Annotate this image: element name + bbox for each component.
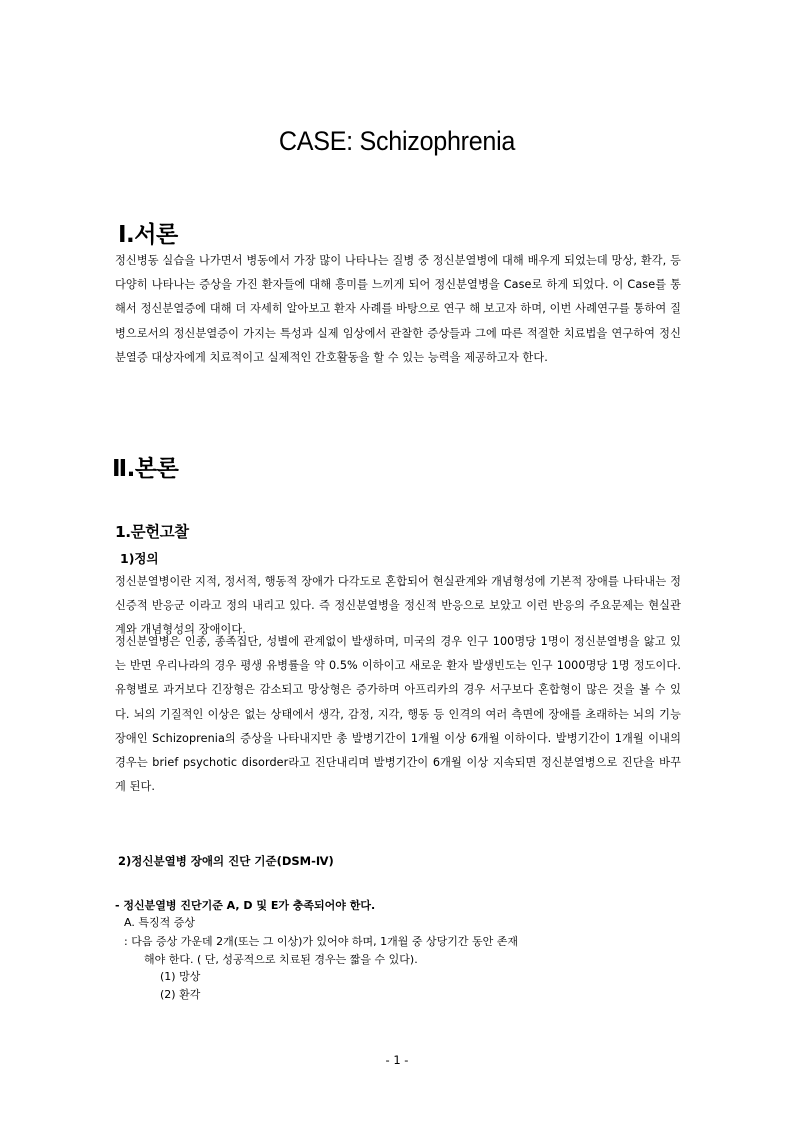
criteria-a-description-continued: 해야 한다. ( 단, 성공적으로 치료된 경우는 짧을 수 있다). [144, 953, 418, 966]
subsection-heading-definition: 1)정의 [120, 551, 159, 566]
criteria-a-description: : 다음 증상 가운데 2개(또는 그 이상)가 있어야 하며, 1개월 중 상당기간 동안 존재 [124, 935, 519, 948]
criteria-main-text: - 정신분열병 진단기준 A, D 및 E가 충족되어야 한다. [115, 899, 376, 912]
introduction-paragraph: 정신병동 실습을 나가면서 병동에서 가장 많이 나타나는 질병 중 정신분열병에 대해 배우게 되었는데 망상, 환각, 등 다양히 나타나는 증상을 가진 환자들에 대해 흥미를 느끼게 되어 정신분열병을 Case로 하게 되었다. 이 Case를 통해서 정신분열증에 대해 더 자세히 알아보고 환자 사례를 바탕으로 연구 해 보고자 하며, 이번 사례연구를 통하여 질병으로서의 정신분열증이 가지는 특성과 실제 임상에서 관찰한 증상들과 그에 따른 적절한 치료법을 연구하여 정신분열증 대상자에게 치료적이고 실제적인 간호활동을 할 수 있는 능력을 제공하고자 한다. [115, 254, 681, 364]
section-heading-introduction: Ⅰ.서론 [118, 222, 178, 248]
criteria-item: (2) 환각 [160, 988, 201, 1001]
subsection-heading-literature-review: 1.문헌고찰 [115, 523, 189, 541]
epidemiology-paragraph: 정신분열병은 인종, 종족집단, 성별에 관계없이 발생하며, 미국의 경우 인구 100명당 1명이 정신분열병을 앓고 있는 반면 우리나라의 경우 평생 유병률을 약 0.5% 이하이고 새로운 환자 발생빈도는 인구 1000명당 1명 정도이다. 유형별로 과거보다 긴장형은 감소되고 망상형은 증가하며 아프리카의 경우 서구보다 혼합형이 많은 것을 볼 수 있다. 뇌의 기질적인 이상은 없는 상태에서 생각, 감정, 지각, 행동 등 인격의 여러 측면에 장애를 초래하는 뇌의 기능장애인 Schizoprenia의 증상을 나타내지만 총 발병기간이 1개월 이상 6개월 이하이다. 발병기간이 1개월 이내의 경우는 brief psychotic disorder라고 진단내리며 발병기간이 6개월 이상 지속되면 정신분열병으로 진단을 바꾸게 된다. [115, 635, 681, 794]
section-heading-body: Ⅱ.본론 [112, 456, 179, 482]
criteria-item: (1) 망상 [160, 970, 201, 983]
page-number: - 1 - [385, 1053, 409, 1067]
document-title: CASE: Schizophrenia [278, 126, 516, 156]
criteria-a-heading: A. 특징적 증상 [124, 916, 195, 929]
subsection-heading-diagnostic-criteria: 2)정신분열병 장애의 진단 기준(DSM-Ⅳ) [118, 854, 334, 868]
definition-paragraph: 정신분열병이란 지적, 정서적, 행동적 장애가 다각도로 혼합되어 현실관계와 개념형성에 기본적 장애를 나타내는 정신증적 반응군 이라고 정의 내리고 있다. 즉 정신분열병을 정신적 반응으로 보았고 이런 반응의 주요문제는 현실관계와 개념형성의 장애이다. [115, 575, 681, 637]
